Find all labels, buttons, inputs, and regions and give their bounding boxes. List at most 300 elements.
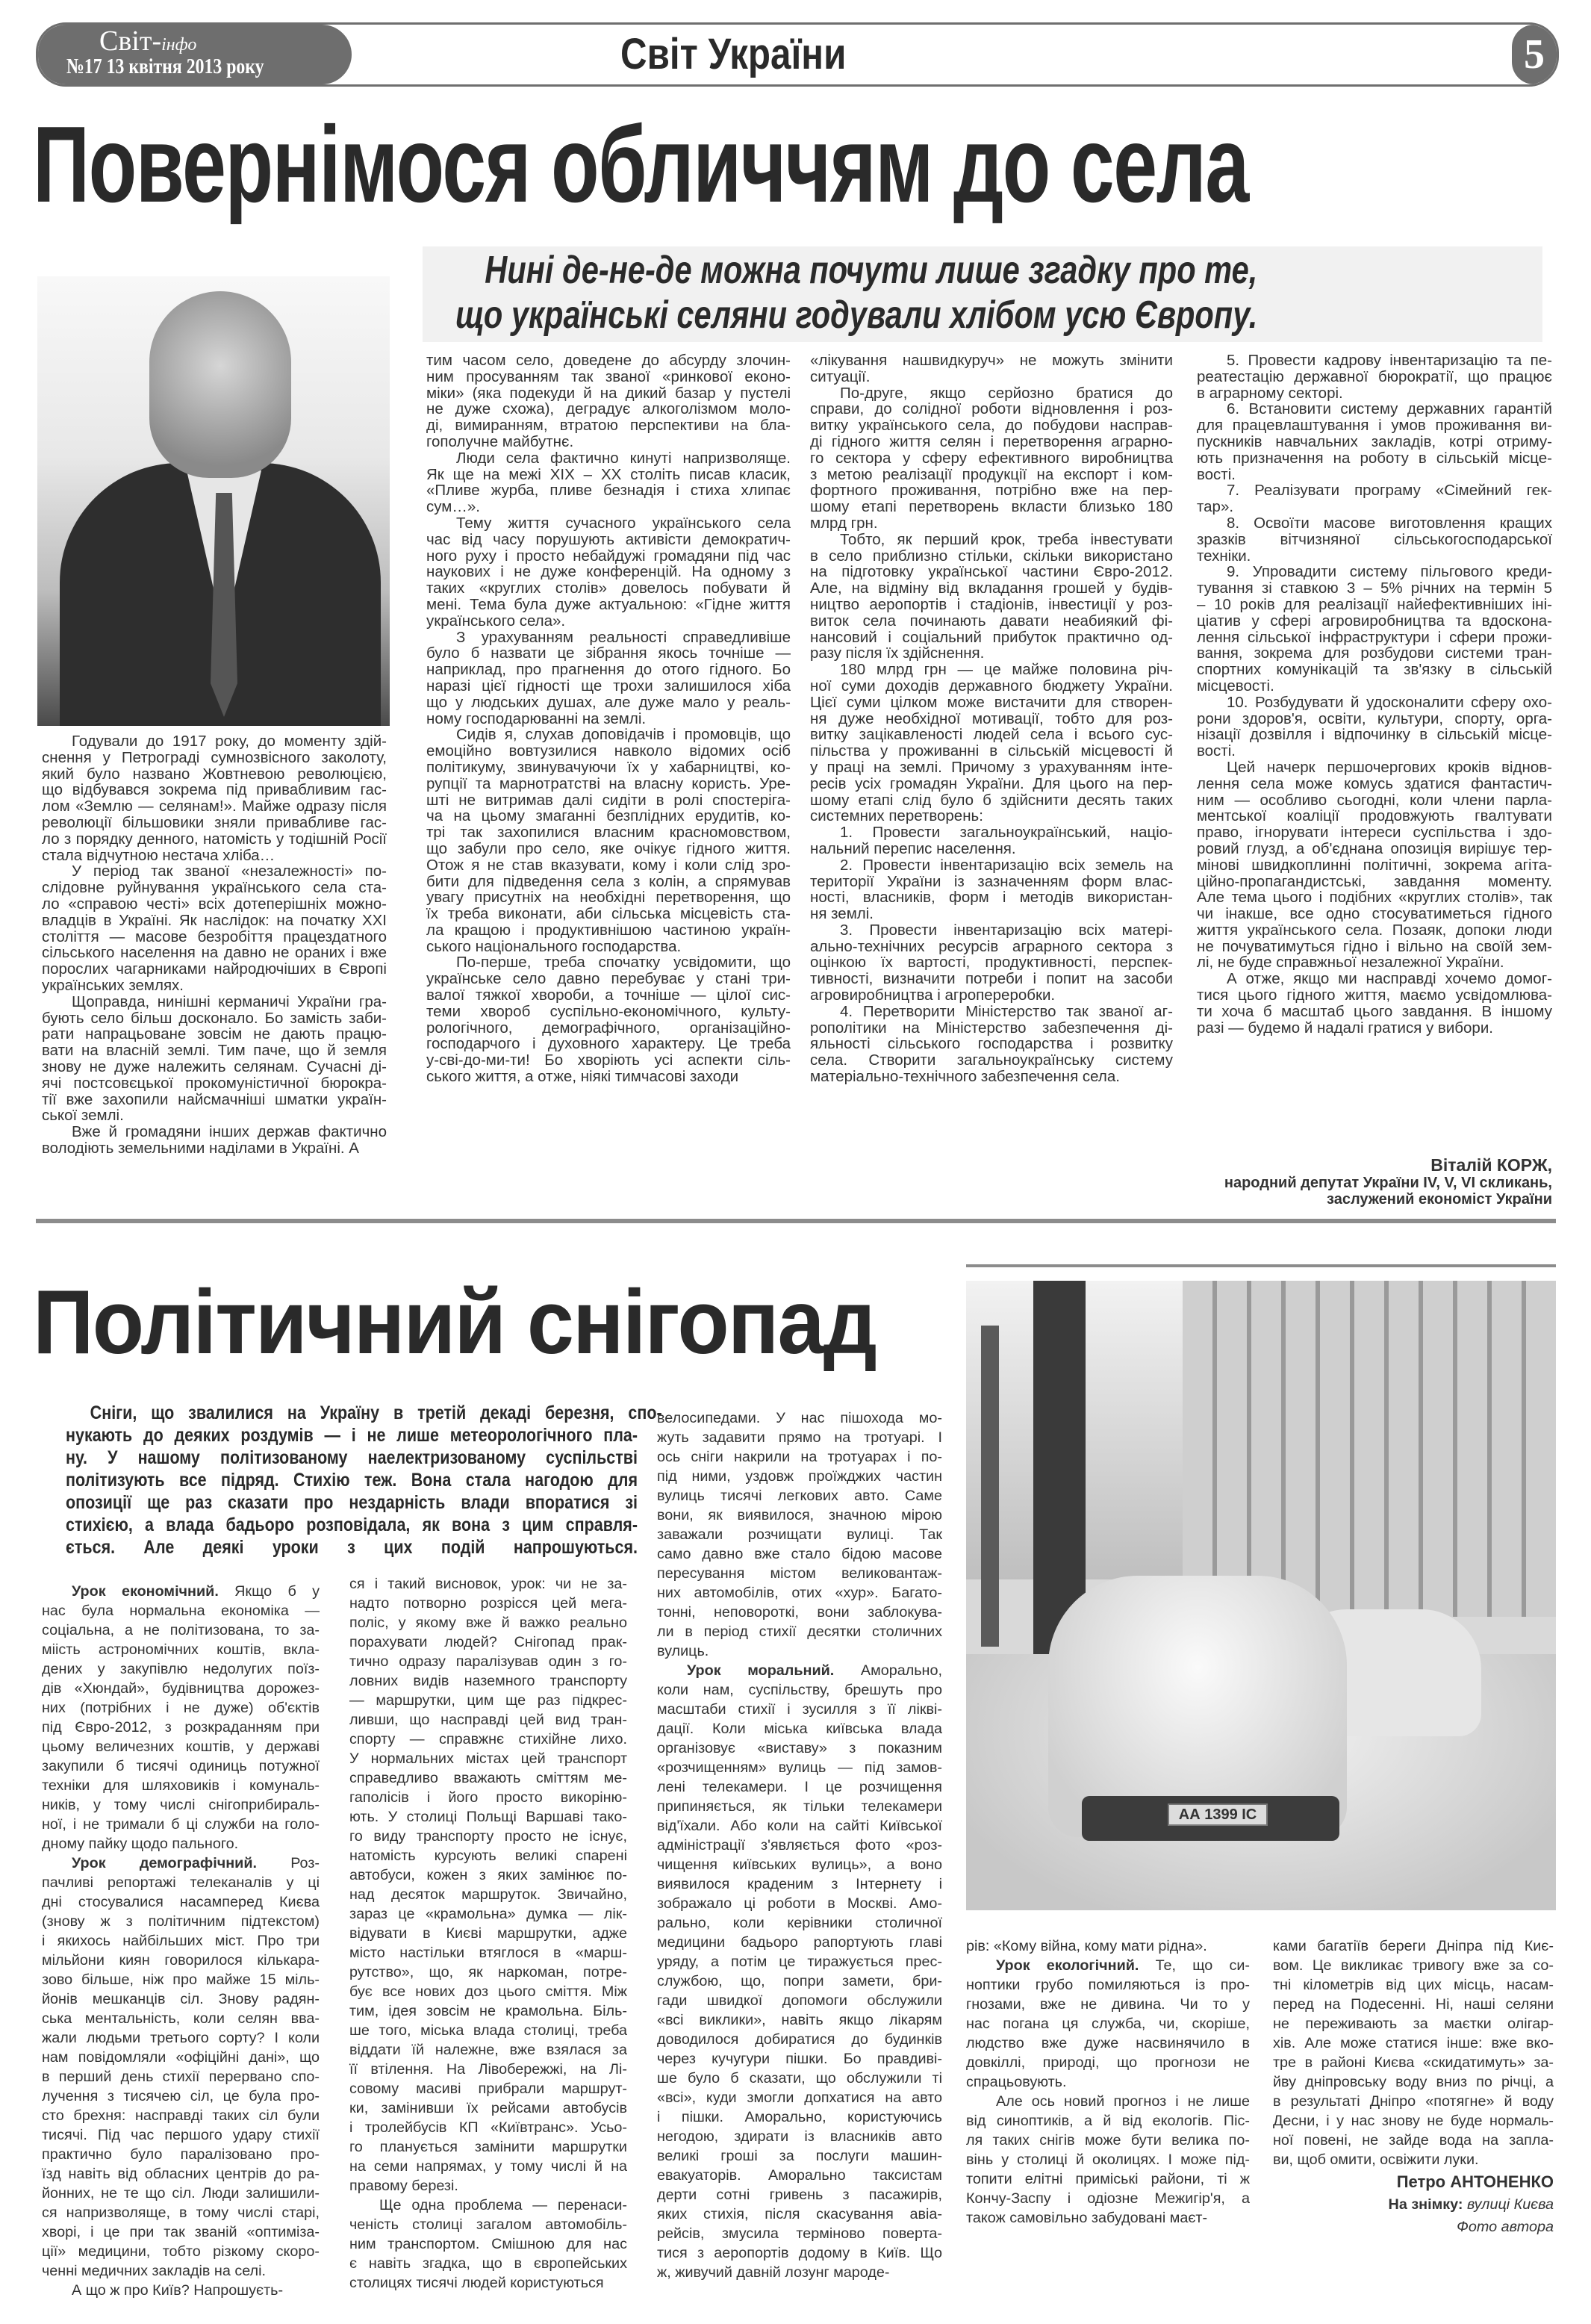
text-line: Але, на відміну від вкладання грошей у будів- (810, 580, 1173, 597)
text-line: ного руху і просто небайдужі громадяни під час (426, 547, 791, 565)
text-line: тар». (1197, 498, 1234, 516)
text-line: гаполісів і його просто викоріню- (349, 1789, 627, 1806)
text-line: Але ось новий прогноз і не лише (996, 2093, 1250, 2110)
text-line: ви, щоб омити, освіжити луки. (1273, 2151, 1479, 2168)
text-line: яльності сільського господарства і розвитку (810, 1035, 1173, 1053)
text-line: медицини бадьоро рапортують главі (657, 1934, 942, 1951)
text-line: вони, як виявилося, значною мірою (657, 1507, 942, 1523)
text-line: ками багатіїв береги Дніпра під Киє- (1273, 1938, 1554, 1954)
text-line: столицях тисячі людей користуються (349, 2275, 604, 2291)
text-line: – 10 років для реалізації найефективніших іні- (1197, 595, 1552, 613)
text-line: ників, у тому числі снігоприбираль- (42, 1797, 320, 1813)
article2-column-4 (966, 1936, 1250, 2228)
text-line: 8. Освоїти масове виготовлення кращих (1227, 514, 1552, 532)
author-name: Петро АНТОНЕНКО (1396, 2172, 1554, 2191)
section-divider (36, 1219, 1556, 1223)
text-line: «розчищенням» вулиць — під замов- (657, 1759, 942, 1776)
text-line: лучення з тисячею сіл, це була про- (42, 2088, 320, 2104)
text-line: бують село більш досконало. Бо замість заби- (42, 1009, 387, 1027)
text-line: снення у Петрограді сумнозвісного заколоту, (42, 748, 387, 766)
text-line: 4. Перетворити Міністерство так званої аг- (840, 1002, 1173, 1020)
text-line: разу після їх здійснення. (810, 644, 985, 662)
text-line: стала відчутною нестача хліба… (42, 846, 275, 864)
text-line: шті не витримав далі сидіти в ролі спостеріга- (426, 791, 791, 809)
text-line: ним — особливо сьогодні, коли члени парла- (1197, 791, 1552, 809)
text-line: українських землях. (42, 976, 184, 994)
text-line: валої тяжкої хвороби, а точніше — цілої сис- (426, 987, 791, 1004)
text-line: них автомобілів, отих «хур». Багато- (657, 1585, 942, 1601)
text-line: ється. Але деякі уроки з цих подій напрошуються. (66, 1537, 638, 1558)
text-line: віддати їй належне, вже взялася за (349, 2042, 627, 2058)
text-line: натомість курсують великі спарені (349, 1848, 627, 1864)
text-line: довкіллі, природі, що прогнози не (966, 2054, 1250, 2071)
text-line: 1. Провести загальноукраїнський, націо- (840, 824, 1173, 842)
text-line: пільства у проживанні в сільській місцевості й (810, 742, 1173, 760)
article1-lead (455, 248, 1257, 338)
text-line: від'їхали. Або коли на сайті Київської (657, 1818, 942, 1834)
text-line: тися цього гідного життя, маємо усвідомлюва- (1197, 987, 1552, 1004)
text-line: дації. Коли міська київська влада (657, 1721, 942, 1737)
text-line: лі, не буде справжньої незалежної України. (1197, 954, 1504, 972)
text-line: адміністрації з'являється фото «роз- (657, 1837, 942, 1854)
text-line: тися з аеропортів додому в Київ. Що (657, 2245, 942, 2261)
text-line: шому етапі перетворень вкласти близько 180 (810, 498, 1173, 516)
text-line: лені телекамери. І це розчищення (657, 1779, 942, 1795)
text-line: практично було паралізовано про- (42, 2146, 320, 2163)
text-line: рони здоров'я, освіти, культури, спорту, орга- (1197, 709, 1552, 727)
text-line: Цей начерк першочергових кроків віднов- (1227, 758, 1552, 776)
text-line: ченість столиці загалом автомобіль- (349, 2216, 627, 2233)
text-line: тії вже захопили найсмачніші шматки україн- (42, 1090, 387, 1108)
text-line: автобуси, кожен з яких замінює по- (349, 1867, 627, 1883)
text-line: нас була нормальна економіка — (42, 1603, 320, 1619)
text-line: вості. (1197, 465, 1236, 483)
text-line: сто брехня: насправді таких сіл були (42, 2107, 320, 2124)
newspaper-logo: Світ-інфо (99, 25, 197, 57)
paragraph-line: Урок економічний. Якщо б у (72, 1583, 320, 1600)
text-line: стихією, а влада бадьоро розповідала, як вона з цим справля- (66, 1514, 638, 1535)
text-line: мінові швидкоплинні політичні, зокрема агіта- (1197, 856, 1552, 874)
text-line: дів «Хюндай», будівництва дорожез- (42, 1680, 320, 1697)
issue-date: №17 13 квітня 2013 року (66, 55, 264, 78)
text-line: ше було б сказати, що обслужили ті (657, 2070, 942, 2087)
snowy-street-photo (966, 1281, 1556, 1910)
text-line: і якихось найбільших міст. Про три (42, 1933, 320, 1949)
text-line: виток села починають давати неабиякий фі- (810, 612, 1173, 630)
article1-column-4 (1197, 352, 1552, 1036)
text-line: гнозами, вже не дивина. Чи то у (966, 1996, 1250, 2013)
text-line: її втілення. На Лівобережжі, на Лі- (349, 2061, 627, 2078)
article1-column-3 (810, 352, 1173, 1085)
text-line: ливши, що насправді цей вид тран- (349, 1712, 627, 1728)
paragraph-line: Урок демографічний. Роз- (72, 1855, 320, 1871)
text-line: ють. У столиці Польщі Варшаві тако- (349, 1809, 627, 1825)
text-line: фортного проживання, потрібно вже на пер- (810, 482, 1173, 500)
text-line: коли нам, суспільству, брешуть про (657, 1682, 942, 1698)
photo-credit: Фото автора (1457, 2219, 1554, 2235)
text-line: перед на Подесенні. Ні, наші селяни (1273, 1996, 1554, 2013)
text-line: у-сві-до-ми-ти! Бо хворіють усі аспекти сіль- (426, 1051, 791, 1069)
text-line: ситуації. (810, 367, 871, 385)
text-line: реатестацію державної бюрократії, що працює (1197, 367, 1552, 385)
text-line: нізації дозвілля і відпочинку в сільській місце- (1197, 726, 1552, 744)
text-line: витку українського села, до побудови насправ- (810, 417, 1173, 435)
text-line: ячі постсовєцької прокомуністичної бюрокра- (42, 1074, 387, 1092)
text-line: владців в Україні. Як наслідок: на початку XXI (42, 911, 387, 929)
text-line: є навіть згадка, що в європейських (349, 2255, 627, 2272)
text-line: у праці на землі. Причому з урахуванням інте- (810, 758, 1173, 776)
text-line: під ними, уздовж проїжджих частин (657, 1468, 942, 1485)
text-line: зразків вітчизняної сільськогосподарської (1197, 530, 1552, 548)
text-line: ноптики грубо помиляються із про- (966, 1977, 1250, 1993)
text-line: хворі, і це при так званій «оптиміза- (42, 2224, 320, 2240)
text-line: З урахуванням реальності справедливіше (456, 628, 791, 646)
text-line: місцевості. (1197, 677, 1274, 695)
text-line: ним просуванням так званої «ринкової еконо- (426, 367, 791, 385)
text-line: від синоптиків, а й від екологів. Піс- (966, 2113, 1250, 2129)
text-line: Тобто, як перший крок, треба інвестувати (840, 530, 1173, 548)
text-line: закупили б тисячі одиниць потужної (42, 1758, 320, 1774)
article2-column-3 (657, 1408, 942, 2282)
text-line: право, ігнорувати інтереси суспільства і здо- (1197, 824, 1552, 842)
text-line: рупції та марнотратстві на власну користь. Уре- (426, 774, 791, 792)
text-line: українського села». (426, 612, 566, 630)
text-line: ла кращою і продуктивнішою частиною україн- (426, 921, 791, 939)
text-line: ська ментальність, коли селян вва- (42, 2010, 320, 2027)
text-line: Ще одна проблема — перенаси- (379, 2197, 627, 2213)
text-line: Але тема цього і подібних «круглих столів», так (1197, 889, 1552, 907)
text-line: евакуаторів. Аморально таксистам (657, 2167, 942, 2184)
text-line: наукових і не дуже конференцій. На одному з (426, 563, 791, 581)
text-line: українське село давно перебуває у стані три- (426, 970, 791, 988)
text-line: і тролейбусів КП «Київтранс». Усьо- (349, 2119, 627, 2136)
text-line: техніки. (1197, 547, 1251, 565)
text-line: вулиць. (657, 1643, 709, 1659)
paragraph-line: Урок моральний. Аморально, (687, 1662, 942, 1679)
text-line: ної, і не тримали б ці служби на голо- (42, 1816, 320, 1833)
text-line: тично одразу паралізував один з го- (349, 1653, 627, 1670)
text-line: тре в районі Києва «скидатимуть» за- (1273, 2054, 1554, 2071)
text-line: 3. Провести інвентаризацію всіх матері- (840, 921, 1173, 939)
text-line: політикуму, звинувачуючи їх у хабарництві, ко- (426, 758, 791, 776)
text-line: тим часом село, доведене до абсурду злочин- (426, 352, 791, 369)
author-portrait-photo (37, 276, 390, 726)
text-line: У період так званої «незалежності» по- (72, 863, 387, 880)
text-line: пускників навчальних закладів, котрі отриму- (1197, 432, 1552, 450)
text-line: 6. Встановити систему державних гарантій (1227, 400, 1552, 418)
text-line: ського національного господарства. (426, 937, 682, 955)
article2-column-5 (1273, 1936, 1554, 2240)
text-line: службою, що, попри замети, бри- (657, 1973, 942, 1989)
text-line: нансовий і соціальний прибуток практично од- (810, 628, 1173, 646)
text-line: рологічного, демографічного, організаційно- (426, 1019, 791, 1037)
photo-caption: На знімку: вулиці Києва (1388, 2196, 1554, 2213)
text-line: топити елітні приміські райони, ті ж (966, 2171, 1250, 2187)
text-line: зово більше, ніж про майже 15 міль- (42, 1972, 320, 1988)
text-line: в село приблизно стільки, скільки використано (810, 547, 1173, 565)
text-line: що забули про село, яке очікує гідного життя. (426, 839, 791, 857)
text-line: з метою реалізації продукції на експорт і ком- (810, 465, 1173, 483)
text-line: йву дніпровську воду вниз по річці, а (1273, 2074, 1554, 2090)
text-line: рополітики на Міністерство забезпечення ді- (810, 1019, 1173, 1037)
text-line: йонних, не те що сіл. Люди залишили- (42, 2185, 320, 2202)
text-line: ної повені, не зайде вода на запла- (1273, 2132, 1554, 2149)
text-line: ло з порядку денного, натомість у тодішній Росії (42, 830, 387, 848)
text-line: емоційно вовтузилися навколо відомих осіб (426, 742, 791, 760)
article1-column-1 (42, 733, 387, 1157)
text-line: не почуватимуться гідно і вільно на своїй зем- (1197, 937, 1552, 955)
text-line: вулиць тисячі легкових авто. Саме (657, 1488, 942, 1504)
text-line: ному господарюванні на землі. (426, 709, 647, 727)
text-line: По-друге, якщо серйозно братися до (840, 384, 1173, 402)
text-line: пересування містом великовантаж- (657, 1565, 942, 1582)
text-line: час від часу порушують активісти демократич- (426, 530, 791, 548)
text-line: політизують все підряд. Стихію теж. Вона стала нагодою для (66, 1470, 638, 1491)
photo-top-rule (966, 1264, 1556, 1267)
text-line: ментської коаліції продовжують гвалтувати (1197, 807, 1552, 825)
text-line: мільйони киян говорилося кількара- (42, 1952, 320, 1969)
text-line: само давно вже стало бідою масове (657, 1546, 942, 1562)
text-line: жуть задавити прямо на тротуарі. І (657, 1429, 942, 1446)
text-line: припиняється, як тільки телекамери (657, 1798, 942, 1815)
text-line: тонні, неповороткі, вони заблокува- (657, 1604, 942, 1621)
text-line: сум…». (426, 498, 480, 516)
text-line: млрд грн. (810, 514, 878, 532)
text-line: і пішки. Аморально, користуючись (657, 2109, 942, 2125)
text-line: їзд навіть від обласних центрів до ра- (42, 2166, 320, 2182)
text-line: зараз це «крамольна» думка — лік- (349, 1906, 627, 1922)
text-line: тування зі ставкою 3 – 5% річних на термін 5 (1197, 580, 1552, 597)
text-line: «лікування нашвидкуруч» не можуть змінити (810, 352, 1173, 369)
text-line: таких «круглих столів» довелось побувати й (426, 580, 791, 597)
article2-column-1 (42, 1582, 320, 2300)
text-line: території України із зазначенням форм влас- (810, 872, 1173, 890)
paragraph-line: Урок екологічний. Те, що си- (996, 1957, 1250, 1974)
text-line: ності, власників, форм і методів використан- (810, 889, 1173, 907)
article1-headline: Повернімося обличчям до села (33, 104, 1248, 225)
text-line: організовує «виставу» з показним (657, 1740, 942, 1756)
text-line: агровиробництва і агропереробки. (810, 987, 1056, 1004)
text-line: А отже, якщо ми насправді хочемо домог- (1227, 970, 1552, 988)
text-line: надто потворно розрісся цей мега- (349, 1595, 627, 1612)
text-line: ють призначення на роботу в сільській місце- (1197, 449, 1552, 467)
text-line: ля таких снігів може бути велика по- (966, 2132, 1250, 2149)
author-title: заслужений економіст України (1327, 1190, 1552, 1208)
text-line: спорту — справжнє стихійне лихо. (349, 1731, 627, 1747)
text-line: 5. Провести кадрову інвентаризацію та пе- (1227, 352, 1552, 369)
text-line: «всі», куди змогли допхатися на авто (657, 2090, 942, 2106)
text-line: великі гроші за послуги машин- (657, 2148, 942, 2164)
text-line: совому масиві прибрали маршрут- (349, 2081, 627, 2097)
text-line: ше того, міська влада столиці, треба (349, 2022, 627, 2039)
text-line: тисячі. Під час першого удару стихії (42, 2127, 320, 2143)
text-line: нас погана ця служба, чи, скоріше, (966, 2016, 1250, 2032)
text-line: вати на власній землі. Тим паче, що й земля (42, 1042, 387, 1060)
text-line: увагу присутніх на необхідні перетворення, що (426, 889, 791, 907)
text-line: життя українського села. Позаяк, допоки люди (1197, 921, 1552, 939)
text-line: шому етапі слід було б здійснити десять таких (810, 791, 1173, 809)
text-line: го планується замінити маршрутки (349, 2139, 627, 2155)
text-line: ської землі. (42, 1107, 124, 1125)
text-line: витку зацікавленості людей села і всього сус- (810, 726, 1173, 744)
text-line: місто настільки втяглося в «марш- (349, 1945, 627, 1961)
text-line: лення сільської інфраструктури і сфери прожи- (1197, 628, 1552, 646)
text-line: ти хоча б масштаб цього завдання. В іншому (1197, 1002, 1552, 1020)
text-line: порахувати людей? Снігопад прак- (349, 1634, 627, 1650)
text-line: рати напрацьоване зовсім не дають працю- (42, 1025, 387, 1043)
text-line: уряду, а потім це тиражується прес- (657, 1954, 942, 1970)
text-line: опозиції ще раз сказати про нездарність влади впоратися зі (66, 1492, 638, 1513)
text-line: 10. Розбудувати й удосконалити сферу охо- (1227, 693, 1552, 711)
text-line: в перший день стихії перервано спо- (42, 2069, 320, 2085)
text-line: Сидів я, слухав доповідачів і промовців, що (456, 726, 791, 744)
masthead-brand-block (38, 25, 352, 84)
text-line: під Євро-2012, з розкраданням при (42, 1719, 320, 1736)
text-line: Як ще на межі XIX – XX століть писав класик, (426, 465, 791, 483)
text-line: Люди села фактично кинуті напризволяще. (456, 449, 791, 467)
text-line: По-перше, треба спочатку усвідомити, що (456, 954, 791, 972)
text-line: масштаби стихії і зусилля з її лікві- (657, 1701, 942, 1718)
page-number: 5 (1512, 25, 1557, 84)
text-line: теми хвороб суспільно-економічного, культу- (426, 1002, 791, 1020)
text-line: заважали розчищати вулиці. Так (657, 1526, 942, 1543)
text-line: століття — масове безробіття працездатного (42, 928, 387, 945)
text-line: Годували до 1917 року, до моменту здій- (72, 733, 387, 750)
text-line: тні кілометрів від цих місць, насам- (1273, 1977, 1554, 1993)
text-line: нам повідомляли «офіційні дані», що (42, 2049, 320, 2066)
text-line: ся напризволяще, в тому числі старі, (42, 2205, 320, 2221)
text-line: ництво аеропортів і стадіонів, інвестиції у роз- (810, 595, 1173, 613)
text-line: яких стихія, після скасування авіа- (657, 2206, 942, 2222)
text-line: негодою, здирати із власників авто (657, 2128, 942, 2145)
text-line: чи інакше, все одно стосуватиметься гідного (1197, 905, 1552, 923)
text-line: У нормальних містах цей транспорт (349, 1750, 627, 1767)
text-line: вом. Це викликає тривогу вже за со- (1273, 1957, 1554, 1974)
license-plate: АА 1399 ІС (1168, 1803, 1268, 1826)
text-line: революції більшовики зняли привабливе гас- (42, 813, 387, 831)
text-line: справедливо вважають сміттям ме- (349, 1770, 627, 1786)
text-line: ально-технічних ресурсів аграрного сектора з (810, 937, 1173, 955)
text-line: хів. Але може статися інше: вже вко- (1273, 2035, 1554, 2051)
text-line: матеріально-технічного забезпечення села. (810, 1068, 1120, 1086)
text-line: в аграрному секторі. (1197, 384, 1343, 402)
text-line: на семи напрямах, у тому числі й на (349, 2158, 627, 2175)
article1-signature (1197, 1155, 1552, 1208)
text-line: ним транспортом. Смішною для нас (349, 2236, 627, 2252)
text-line: ровий глузд, а об'єднана опозиція вирішує тер- (1197, 839, 1552, 857)
text-line: пачливі репортажі телеканалів у ці (42, 1874, 320, 1891)
text-line: дерти сотні гривень з пасажирів, (657, 2187, 942, 2203)
text-line: було б назвати це зібрання якось точніше — (426, 644, 791, 662)
author-title: народний депутат України IV, V, VI скликань, (1224, 1175, 1552, 1191)
author-name: Віталій КОРЖ, (1430, 1155, 1552, 1175)
text-line: не дуже схожа), деградує алкоголізмом моло- (426, 400, 791, 418)
text-line: справи, до солідної роботи відновлення і роз- (810, 400, 1173, 418)
text-line: не переживають за маєтки олігар- (1273, 2016, 1554, 2032)
text-line: міки» (яка подекуди й на дикий базар у пустелі (426, 384, 791, 402)
masthead (36, 22, 1559, 87)
text-line: спрацьовують. (966, 2074, 1067, 2090)
text-line: їх треба виконати, аби сільська місцевість ста- (426, 905, 791, 923)
text-line: «Пливе журба, пливе безнадія і стиха хлипає (426, 482, 791, 500)
text-line: також самовільно забудовані маєт- (966, 2210, 1208, 2226)
text-line: на підготовку української частини Євро-2012. (810, 563, 1173, 581)
text-line: знову не дуже належить селянам. Сучасні ді- (42, 1057, 387, 1075)
text-line: Цієї суми цілком може вистачити для створен- (810, 693, 1173, 711)
text-line: йонів мешканців сіл. Знову радян- (42, 1991, 320, 2007)
text-line: 2. Провести інвентаризацію всіх земель на (840, 856, 1173, 874)
text-line: соціальна, а не політизована, то за- (42, 1622, 320, 1638)
text-line: ді гідного життя селян і перетворення аграрно- (810, 432, 1173, 450)
text-line: міість астрономічних коштів, вкла- (42, 1641, 320, 1658)
text-line: 180 млрд грн — це майже половина річ- (840, 661, 1173, 679)
text-line: ченні медичних закладів на селі. (42, 2263, 266, 2279)
text-line: бити для підведення села з колін, а спрямував (426, 872, 791, 890)
text-line: спортних комунікацій та зв'язку в сільській (1197, 661, 1552, 679)
text-line: А що ж про Київ? Напрошуєть- (72, 2282, 284, 2299)
text-line: 9. Упровадити систему пільгового креди- (1227, 563, 1552, 581)
text-line: разі — будемо й надалі гратися у вибори. (1197, 1019, 1493, 1037)
text-line: для працевлаштування і умов проживання ви- (1197, 417, 1552, 435)
text-line: людство вже дуже насвинячило в (966, 2035, 1250, 2051)
text-line: сільського населення на давно не ораних і вже (42, 944, 387, 962)
paragraph-line: рів: «Кому війна, кому мати рідна». (966, 1938, 1207, 1954)
text-line: мені. Тема була дуже актуальною: «Гідне життя (426, 595, 791, 613)
text-line: ня дуже необхідної мотивації, тобто для роз- (810, 709, 1173, 727)
text-line: дному пайку щодо пального. (42, 1836, 239, 1852)
text-line: чищення київських вулиць», а воно (657, 1857, 942, 1873)
text-line: ції» медицини, тобто різкому скоро- (42, 2243, 320, 2260)
text-line: господарчого і духовного характеру. Це треба (426, 1035, 791, 1053)
text-line: жали людьми третього сорту? І коли (42, 2030, 320, 2046)
text-line: рально, коли керівники столичної (657, 1915, 942, 1931)
text-line: ді, вимиранням, втратою перспективи на бла- (426, 417, 791, 435)
text-line: системних перетворень: (810, 807, 983, 825)
text-line: них (потрібних і не дуже) об'єктів (42, 1700, 320, 1716)
text-line: вінь у столиці й околицях. І може під- (966, 2151, 1250, 2168)
text-line: Десни, і у нас знову не буде нормаль- (1273, 2113, 1554, 2129)
text-line: вості. (1197, 742, 1236, 760)
text-line: села. Створити загальноукраїнську систему (810, 1051, 1173, 1069)
text-line: слідовне руйнування українського села ста- (42, 879, 387, 897)
text-line: ського життя, а отже, ніякі тимчасові заходи (426, 1068, 739, 1086)
text-line: наприклад, про прагнення до отого гідного. Бо (426, 661, 791, 679)
article2-headline: Політичний снігопад (33, 1271, 876, 1373)
text-line: що у людських душах, але дуже мало у реаль- (426, 693, 791, 711)
text-line: відувати в Києві маршрутки, адже (349, 1925, 627, 1942)
text-line: ось сніги накрили на тротуарах і по- (657, 1449, 942, 1465)
text-line: Тему життя сучасного українського села (456, 514, 791, 532)
text-line: дених у закупівлю недолугих поїз- (42, 1661, 320, 1677)
text-line: Сніги, що звалилися на Україну в третій декаді березня, спо- (90, 1402, 662, 1423)
text-line: 7. Реалізувати програму «Сімейний гек- (1227, 482, 1552, 500)
text-line: порослих чагарниками найродючіших в Європі (42, 960, 387, 978)
text-line: дні стосувалися насамперед Києва (42, 1894, 320, 1910)
text-line: нукають до деяких роздумів — і не лише метеорологічного пла- (66, 1425, 638, 1446)
lead-line: що українські селяни годували хлібом усю Європу. (455, 293, 1258, 337)
text-line: рейсів, змусила терміново поверта- (657, 2225, 942, 2242)
text-line: в результаті Дніпро «потягне» й воду (1273, 2093, 1554, 2110)
text-line: ня землі. (810, 905, 874, 923)
text-line: Вже й громадяни інших держав фактично (72, 1123, 387, 1141)
text-line: гади швидкої допомоги обслужили (657, 1992, 942, 2009)
text-line: лення села може комусь здатися фантастич- (1197, 774, 1552, 792)
article2-column-2 (349, 1574, 627, 2293)
text-line: через кучугури пішки. Бо правдиві- (657, 2051, 942, 2067)
text-line: трі так захопилися власним красномовством, (426, 824, 791, 842)
text-line: доводилося добиратися до будинків (657, 2031, 942, 2048)
text-line: ційно-пропагандистські, завдання моменту. (1197, 872, 1552, 890)
